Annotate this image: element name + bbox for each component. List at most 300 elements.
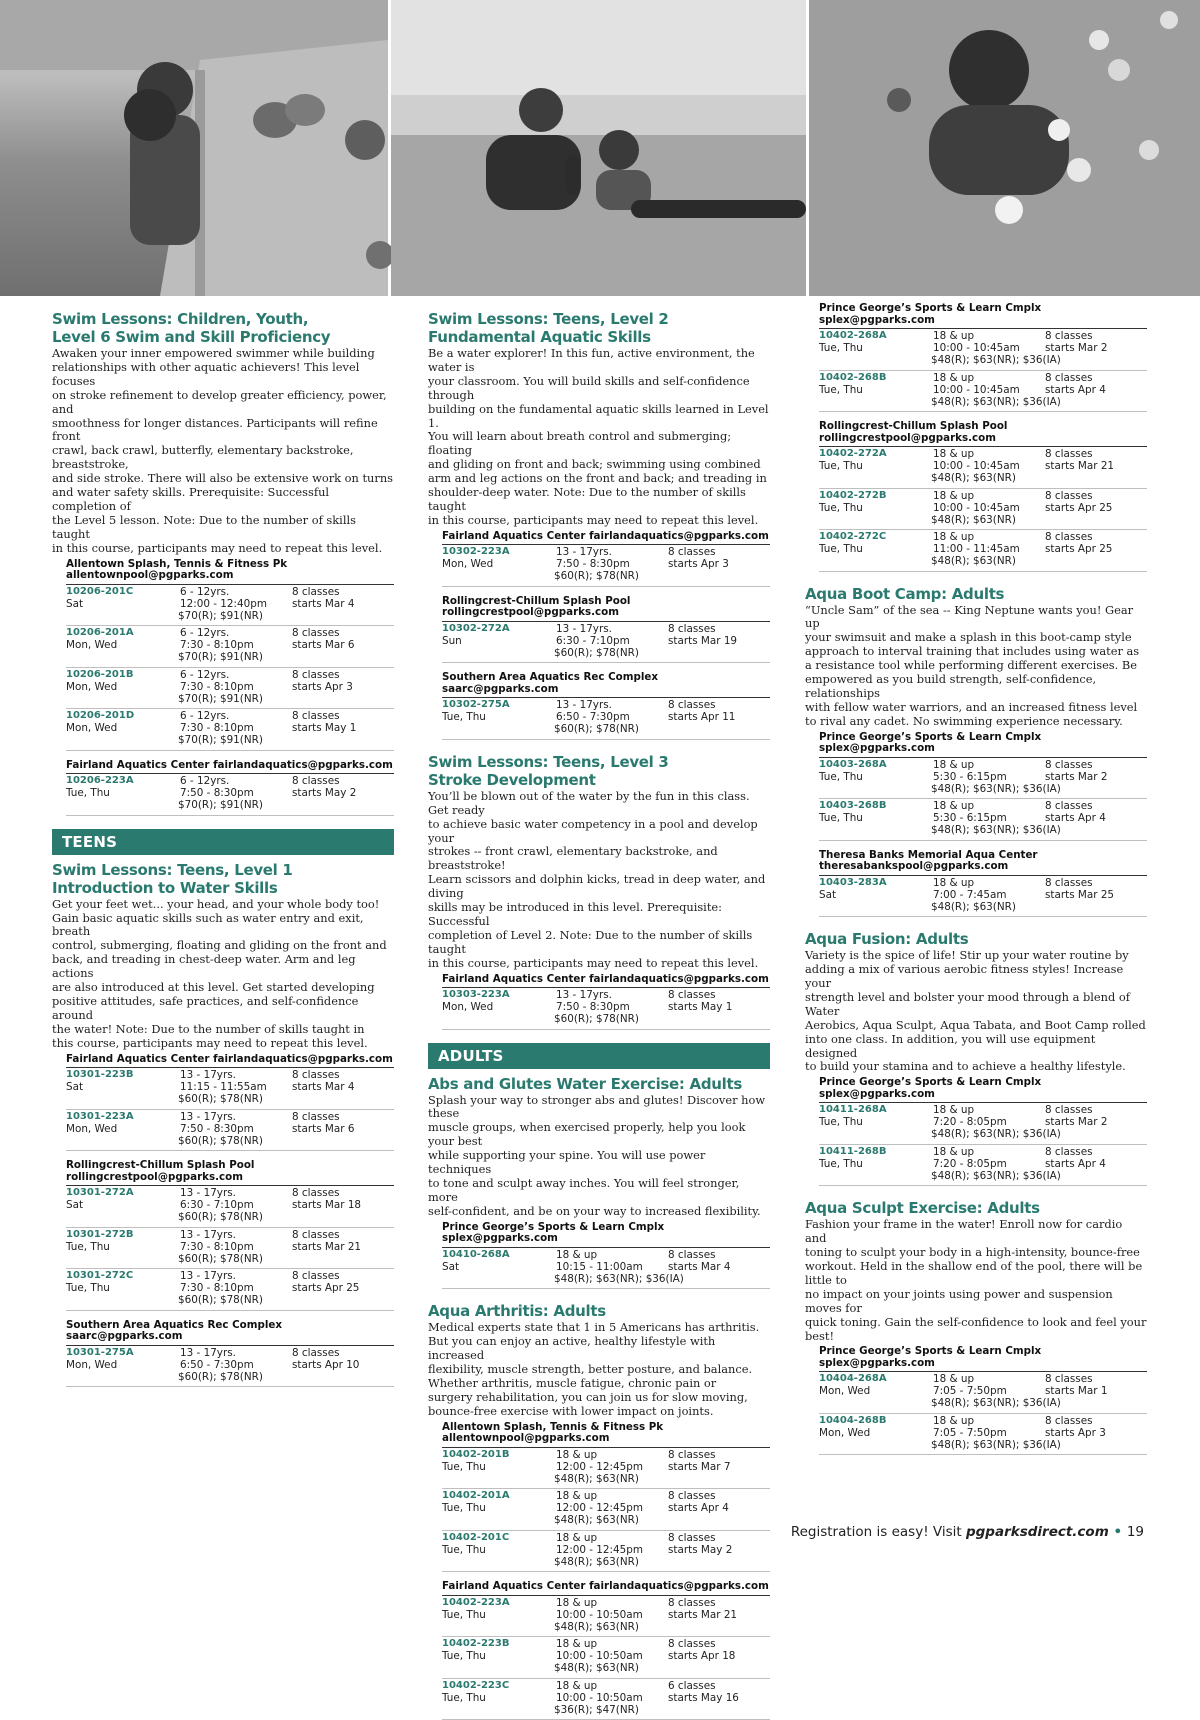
description-line: bounce-free exercise with lower impact on joints.	[428, 1403, 714, 1418]
course-description	[428, 347, 770, 528]
session-days: Mon, Wed	[66, 722, 118, 735]
footer-separator: •	[1108, 1524, 1127, 1540]
session-age: 13 - 17yrs.	[556, 699, 612, 712]
session-time: 10:00 - 10:45am	[933, 460, 1020, 472]
spacer	[428, 1572, 770, 1578]
session-start: starts Mar 4	[292, 1081, 355, 1094]
session-code[interactable]: 10206-201A	[66, 627, 134, 639]
session-fee: $48(R); $63(NR); $36(IA)	[931, 1169, 1061, 1182]
location-header	[442, 1581, 770, 1596]
session-code[interactable]: 10402-268B	[819, 371, 887, 383]
session-row	[819, 1103, 1147, 1145]
session-code[interactable]: 10411-268A	[819, 1104, 887, 1116]
description-line: back, and treading in chest-deep water. Arm and leg actions	[52, 952, 356, 981]
session-fee: $48(R); $63(NR)	[931, 900, 1016, 913]
session-code[interactable]: 10302-272A	[442, 622, 510, 634]
description-line: and side stroke. There will also be extensive work on turns	[52, 471, 394, 486]
session-age: 18 & up	[556, 1596, 598, 1609]
description-line: smoothness for longer distances. Participants will refine front	[52, 415, 378, 444]
description-line: to tone and sculpt away inches. You will feel stronger, more	[428, 1176, 740, 1204]
description-line: shoulder-deep water. Note: Due to the number of skills taught	[428, 485, 746, 513]
photo-strip	[0, 0, 1200, 296]
description-line: Whether arthritis, muscle fatigue, chronic pain or	[428, 1375, 717, 1390]
session-code[interactable]: 10403-268A	[819, 758, 887, 770]
session-classes: 8 classes	[1045, 1414, 1093, 1427]
session-start: starts Apr 4	[668, 1502, 729, 1515]
session-days: Mon, Wed	[66, 1122, 118, 1135]
session-start: starts Apr 11	[668, 711, 736, 724]
location-line: saarc@pgparks.com	[442, 682, 559, 695]
session-row	[819, 530, 1147, 572]
location-line: Fairland Aquatics Center fairlandaquatics@pgparks.com	[442, 972, 769, 985]
session-age: 18 & up	[933, 489, 975, 502]
session-time: 6:30 - 7:10pm	[556, 634, 630, 647]
session-age: 6 - 12yrs.	[180, 585, 230, 598]
location-line: Rollingcrest-Chillum Splash Pool	[442, 594, 631, 607]
session-code[interactable]: 10402-272C	[819, 531, 887, 542]
page-footer	[791, 1524, 1144, 1540]
session-classes: 8 classes	[668, 1531, 716, 1544]
course-description	[52, 898, 394, 1051]
spacer	[805, 412, 1147, 418]
session-start: starts Apr 3	[1045, 1426, 1106, 1439]
session-classes: 8 classes	[668, 989, 716, 1002]
description-line: skills may be introduced in this level. Prerequisite: Successful	[428, 900, 722, 928]
session-days: Sat	[66, 1199, 84, 1212]
session-code[interactable]: 10402-223B	[442, 1638, 510, 1650]
course-title-line: Swim Lessons: Teens, Level 1	[52, 860, 293, 879]
session-age: 13 - 17yrs.	[556, 622, 612, 635]
course-title	[52, 310, 394, 346]
session-classes: 8 classes	[292, 585, 340, 598]
location-header	[819, 1346, 1147, 1372]
session-code[interactable]: 10411-268B	[819, 1145, 887, 1157]
description-line: approach to interval training that includes using water as	[805, 644, 1140, 659]
course-title-line: Level 6 Swim and Skill Proficiency	[52, 328, 331, 346]
location-line: splex@pgparks.com	[819, 1356, 935, 1369]
session-start: starts Mar 21	[668, 1608, 738, 1621]
session-age: 18 & up	[933, 330, 975, 342]
session-fee: $70(R); $91(NR)	[178, 692, 263, 705]
session-days: Tue, Thu	[819, 1157, 863, 1170]
spacer	[428, 740, 770, 753]
session-time: 7:05 - 7:50pm	[933, 1426, 1007, 1439]
description-line: in this course, participants may need to repeat this level.	[428, 512, 759, 527]
session-fee: $60(R); $78(NR)	[178, 1294, 263, 1307]
session-time: 11:15 - 11:55am	[180, 1081, 267, 1094]
description-line: building on the fundamental aquatic skills learned in Level 1.	[428, 401, 769, 430]
session-code[interactable]: 10402-201A	[442, 1490, 510, 1502]
session-time: 7:20 - 8:05pm	[933, 1157, 1007, 1170]
session-start: starts Mar 25	[1045, 888, 1115, 901]
session-time: 7:05 - 7:50pm	[933, 1385, 1007, 1398]
description-line: self-confident, and be on your way to increased flexibility.	[428, 1203, 761, 1218]
description-line: adding a mix of various aerobic fitness styles! Increase your	[805, 962, 1124, 990]
session-code[interactable]: 10303-223A	[442, 989, 510, 1001]
session-time: 10:00 - 10:45am	[933, 501, 1020, 514]
session-days: Tue, Thu	[819, 501, 863, 514]
session-age: 13 - 17yrs.	[556, 546, 612, 559]
session-fee: $60(R); $78(NR)	[554, 570, 639, 583]
session-classes: 8 classes	[292, 1187, 340, 1200]
session-row	[66, 709, 394, 751]
session-fee: $48(R); $63(NR); $36(IA)	[554, 1272, 684, 1285]
session-row	[442, 988, 770, 1030]
session-classes: 8 classes	[1045, 876, 1093, 889]
course-title	[428, 310, 770, 346]
session-code[interactable]: 10402-272A	[819, 448, 887, 459]
session-fee: $70(R); $91(NR)	[178, 799, 263, 812]
session-row	[819, 1414, 1147, 1456]
session-days: Tue, Thu	[819, 812, 863, 825]
session-days: Mon, Wed	[66, 1358, 118, 1371]
session-code[interactable]: 10302-223A	[442, 546, 510, 558]
session-row	[442, 622, 770, 664]
session-start: starts Apr 25	[292, 1282, 360, 1295]
session-fee: $48(R); $63(NR); $36(IA)	[931, 782, 1061, 795]
description-line: to rival any cadet. No swimming experience necessary.	[805, 713, 1123, 728]
session-days: Tue, Thu	[819, 383, 863, 396]
description-line: your swimsuit and make a splash in this boot-camp style	[805, 630, 1132, 645]
session-age: 18 & up	[556, 1531, 598, 1544]
session-days: Tue, Thu	[442, 1691, 486, 1704]
session-row	[66, 1228, 394, 1270]
session-age: 18 & up	[933, 1414, 975, 1427]
description-line: to achieve basic water competency in a pool and develop your	[428, 816, 758, 845]
session-code[interactable]: 10301-223B	[66, 1069, 134, 1081]
session-days: Tue, Thu	[66, 1240, 110, 1253]
session-days: Sat	[66, 1081, 84, 1094]
description-line: flexibility, muscle strength, better posture, and balance.	[428, 1361, 753, 1376]
description-line: You will learn about breath control and submerging; floating	[428, 429, 732, 458]
session-classes: 8 classes	[292, 627, 340, 640]
column-3	[805, 300, 1147, 1455]
session-time: 10:00 - 10:50am	[556, 1608, 643, 1621]
session-row	[819, 799, 1147, 841]
session-row	[442, 698, 770, 740]
session-days: Tue, Thu	[66, 787, 110, 800]
session-start: starts Apr 3	[668, 558, 729, 571]
session-classes: 8 classes	[1045, 1104, 1093, 1117]
session-classes: 8 classes	[1045, 1145, 1093, 1158]
description-line: But you can enjoy an active, healthy lifestyle with increased	[428, 1334, 716, 1363]
location-line: Fairland Aquatics Center fairlandaquatics@pgparks.com	[66, 1052, 393, 1065]
session-days: Tue, Thu	[819, 460, 863, 472]
session-code[interactable]: 10402-268A	[819, 330, 887, 341]
session-code[interactable]: 10402-272B	[819, 489, 887, 501]
course-title-line: Abs and Glutes Water Exercise: Adults	[428, 1074, 742, 1093]
description-line: Fashion your frame in the water! Enroll now for cardio and	[805, 1217, 1123, 1246]
session-code[interactable]: 10402-201B	[442, 1448, 510, 1460]
description-line: Learn scissors and dolphin kicks, tread in deep water, and diving	[428, 872, 766, 901]
location-header	[819, 303, 1147, 329]
session-code[interactable]: 10402-223C	[442, 1679, 510, 1691]
session-code[interactable]: 10301-272B	[66, 1228, 134, 1240]
course-title	[52, 861, 394, 897]
location-header	[442, 596, 770, 622]
session-age: 6 - 12yrs.	[180, 710, 230, 723]
session-fee: $48(R); $63(NR)	[931, 513, 1016, 526]
session-days: Mon, Wed	[442, 558, 494, 571]
description-line: on stroke refinement to develop greater efficiency, power, and	[52, 387, 387, 416]
course-description	[805, 949, 1147, 1074]
course-description	[805, 604, 1147, 729]
column-1	[52, 310, 394, 1387]
session-row	[66, 1186, 394, 1228]
session-row	[442, 1248, 770, 1290]
session-age: 13 - 17yrs.	[180, 1110, 236, 1123]
session-fee: $60(R); $78(NR)	[554, 646, 639, 659]
session-age: 13 - 17yrs.	[556, 989, 612, 1002]
session-row	[66, 774, 394, 816]
session-start: starts Apr 4	[1045, 812, 1106, 825]
location-line: Prince George’s Sports & Learn Cmplx	[819, 302, 1042, 314]
session-fee: $48(R); $63(NR)	[931, 555, 1016, 567]
location-header	[442, 974, 770, 989]
location-line: Rollingcrest-Chillum Splash Pool	[66, 1159, 255, 1172]
description-line: strokes -- front crawl, elementary backstroke, and breaststroke!	[428, 844, 718, 873]
session-start: starts Apr 4	[1045, 383, 1106, 396]
session-age: 18 & up	[933, 758, 975, 771]
location-line: Fairland Aquatics Center fairlandaquatics@pgparks.com	[66, 758, 393, 771]
session-time: 10:00 - 10:45am	[933, 342, 1020, 354]
photo-children-pool-edge	[0, 0, 388, 296]
location-line: Prince George’s Sports & Learn Cmplx	[819, 730, 1042, 743]
location-header	[66, 1160, 394, 1186]
session-time: 7:50 - 8:30pm	[180, 787, 254, 800]
spacer	[805, 1186, 1147, 1199]
session-fee: $48(R); $63(NR)	[554, 1472, 639, 1485]
spacer	[52, 1151, 394, 1157]
session-classes: 8 classes	[1045, 758, 1093, 771]
spacer	[428, 663, 770, 669]
description-line: muscle groups, when exercised properly, help you look your best	[428, 1120, 746, 1149]
section-banner: TEENS	[52, 829, 394, 855]
session-start: starts May 1	[292, 722, 357, 735]
description-line: strength level and bolster your mood through a blend of Water	[805, 989, 1130, 1018]
course-description	[805, 1218, 1147, 1343]
course-title-line: Swim Lessons: Children, Youth,	[52, 310, 309, 328]
spacer	[52, 1311, 394, 1317]
description-line: and gliding on front and back; swimming using combined	[428, 457, 761, 472]
session-time: 12:00 - 12:45pm	[556, 1543, 643, 1556]
session-age: 18 & up	[556, 1679, 598, 1692]
session-days: Sat	[442, 1260, 460, 1273]
session-fee: $48(R); $63(NR); $36(IA)	[931, 1397, 1061, 1410]
description-line: the Level 5 lesson. Note: Due to the number of skills taught	[52, 512, 356, 541]
session-code[interactable]: 10404-268A	[819, 1373, 887, 1385]
session-row	[819, 371, 1147, 413]
session-days: Mon, Wed	[819, 1426, 871, 1439]
session-code[interactable]: 10206-223A	[66, 775, 134, 787]
session-code[interactable]: 10301-272C	[66, 1270, 134, 1282]
session-time: 6:50 - 7:30pm	[556, 711, 630, 724]
section-banner: ADULTS	[428, 1043, 770, 1069]
session-row	[442, 1531, 770, 1573]
session-classes: 8 classes	[1045, 800, 1093, 813]
description-line: to build your stamina and to achieve a healthy lifestyle.	[805, 1059, 1126, 1074]
description-line: control, submerging, floating and gliding on the front and	[52, 938, 387, 953]
session-days: Sat	[66, 597, 84, 610]
session-days: Tue, Thu	[819, 342, 863, 354]
location-header	[442, 1422, 770, 1448]
session-row	[442, 1679, 770, 1720]
session-age: 18 & up	[933, 1104, 975, 1117]
location-line: Rollingcrest-Chillum Splash Pool	[819, 420, 1008, 432]
description-line: into one class. In addition, you will use equipment designed	[805, 1031, 1096, 1060]
session-code[interactable]: 10302-275A	[442, 699, 510, 711]
session-fee: $70(R); $91(NR)	[178, 651, 263, 664]
session-start: starts May 1	[668, 1001, 733, 1014]
session-days: Tue, Thu	[819, 770, 863, 783]
session-age: 13 - 17yrs.	[180, 1228, 236, 1241]
location-header	[819, 732, 1147, 758]
location-line: Southern Area Aquatics Rec Complex	[442, 671, 658, 684]
session-row	[819, 489, 1147, 531]
course-title-line: Fundamental Aquatic Skills	[428, 328, 651, 346]
session-row	[66, 585, 394, 627]
session-fee: $48(R); $63(NR); $36(IA)	[931, 1438, 1061, 1451]
session-fee: $60(R); $78(NR)	[554, 723, 639, 736]
session-days: Mon, Wed	[66, 680, 118, 693]
session-time: 5:30 - 6:15pm	[933, 770, 1007, 783]
description-line: Awaken your inner empowered swimmer while building	[52, 346, 375, 360]
session-fee: $48(R); $63(NR); $36(IA)	[931, 354, 1061, 366]
location-line: splex@pgparks.com	[442, 1232, 558, 1245]
session-start: starts Mar 1	[1045, 1385, 1108, 1398]
description-line: quick toning. Gain the self-confidence to look and feel your best!	[805, 1314, 1147, 1343]
session-start: starts Apr 3	[292, 680, 353, 693]
session-age: 18 & up	[556, 1490, 598, 1503]
course-title-line: Swim Lessons: Teens, Level 3	[428, 752, 669, 771]
page-number: 19	[1126, 1524, 1144, 1540]
session-age: 13 - 17yrs.	[180, 1069, 236, 1082]
session-days: Mon, Wed	[819, 1385, 871, 1398]
session-code[interactable]: 10402-223A	[442, 1596, 510, 1608]
location-header	[442, 672, 770, 698]
description-line: Medical experts state that 1 in 5 Americans has arthritis.	[428, 1320, 760, 1335]
location-header	[66, 1320, 394, 1346]
course-title-line: Aqua Boot Camp: Adults	[805, 584, 1005, 603]
session-days: Tue, Thu	[66, 1282, 110, 1295]
session-time: 7:50 - 8:30pm	[556, 1001, 630, 1014]
session-age: 18 & up	[556, 1248, 598, 1261]
session-classes: 8 classes	[292, 1346, 340, 1359]
description-line: You’ll be blown out of the water by the fun in this class. Get ready	[428, 788, 750, 817]
session-start: starts Mar 21	[1045, 460, 1115, 472]
session-start: starts Mar 18	[292, 1199, 362, 1212]
session-code[interactable]: 10403-268B	[819, 800, 887, 812]
course-title	[805, 1199, 1147, 1217]
description-line: empowered as you build strength, self-confidence, relationships	[805, 672, 1097, 700]
spacer	[428, 1030, 770, 1043]
session-days: Tue, Thu	[442, 1502, 486, 1515]
description-line: no impact on your joints using power and suspension moves for	[805, 1286, 1113, 1315]
session-start: starts Mar 19	[668, 634, 738, 647]
description-line: while supporting your spine. You will use power techniques	[428, 1148, 706, 1177]
session-row	[442, 1596, 770, 1638]
course-description	[52, 347, 394, 556]
session-fee: $60(R); $78(NR)	[554, 1013, 639, 1026]
course-title-line: Stroke Development	[428, 770, 596, 789]
session-fee: $48(R); $63(NR)	[554, 1662, 639, 1675]
course-title	[428, 1302, 770, 1320]
session-days: Sun	[442, 634, 462, 647]
session-classes: 8 classes	[668, 546, 716, 559]
session-classes: 8 classes	[668, 1596, 716, 1609]
session-code[interactable]: 10404-268B	[819, 1414, 887, 1426]
session-age: 18 & up	[556, 1638, 598, 1651]
session-code[interactable]: 10206-201B	[66, 668, 134, 680]
session-time: 10:15 - 11:00am	[556, 1260, 643, 1273]
session-row	[66, 1110, 394, 1152]
session-fee: $48(R); $63(NR)	[931, 472, 1016, 484]
session-code[interactable]: 10301-275A	[66, 1346, 134, 1358]
session-classes: 8 classes	[292, 710, 340, 723]
session-start: starts Mar 2	[1045, 1116, 1108, 1129]
description-line: are also introduced at this level. Get started developing	[52, 980, 375, 995]
session-age: 13 - 17yrs.	[180, 1346, 236, 1359]
course-title-line: Introduction to Water Skills	[52, 878, 278, 897]
session-days: Tue, Thu	[442, 1608, 486, 1621]
session-code[interactable]: 10403-283A	[819, 876, 887, 888]
description-line: with fellow water warriors, and an increased fitness level	[805, 699, 1138, 714]
session-days: Tue, Thu	[442, 711, 486, 724]
session-classes: 8 classes	[292, 1110, 340, 1123]
session-age: 6 - 12yrs.	[180, 775, 230, 788]
session-row	[442, 545, 770, 587]
location-line: Fairland Aquatics Center fairlandaquatics@pgparks.com	[442, 1580, 769, 1593]
session-time: 6:30 - 7:10pm	[180, 1199, 254, 1212]
session-code[interactable]: 10402-201C	[442, 1531, 510, 1543]
session-fee: $60(R); $78(NR)	[178, 1252, 263, 1265]
session-code[interactable]: 10206-201C	[66, 585, 134, 597]
session-row	[819, 329, 1147, 371]
session-code[interactable]: 10206-201D	[66, 710, 135, 722]
photo-instructor-child	[391, 0, 806, 296]
session-start: starts Mar 7	[668, 1460, 731, 1473]
photo-boy-with-balls	[809, 0, 1200, 296]
location-header	[442, 1222, 770, 1248]
session-classes: 8 classes	[292, 668, 340, 681]
description-line: a resistance tool while performing different exercises. Be	[805, 658, 1138, 673]
location-line: Prince George’s Sports & Learn Cmplx	[819, 1076, 1042, 1089]
session-row	[442, 1489, 770, 1531]
course-title	[805, 585, 1147, 603]
session-code[interactable]: 10301-272A	[66, 1187, 134, 1199]
session-code[interactable]: 10301-223A	[66, 1110, 134, 1122]
session-code[interactable]: 10410-268A	[442, 1248, 510, 1260]
spacer	[428, 1289, 770, 1302]
session-row	[819, 758, 1147, 800]
footer-url[interactable]: pgparksdirect.com	[965, 1524, 1109, 1540]
session-start: starts May 2	[668, 1543, 733, 1556]
session-age: 18 & up	[933, 371, 975, 384]
course-description	[428, 1094, 770, 1219]
location-line: splex@pgparks.com	[819, 1087, 935, 1100]
description-line: completion of Level 2. Note: Due to the number of skills taught	[428, 927, 753, 956]
description-line: and water safety skills. Prerequisite: Successful completion of	[52, 485, 330, 513]
description-line: relationships with other aquatic achievers! This level focuses	[52, 359, 360, 388]
location-line: rollingcrestpool@pgparks.com	[66, 1170, 243, 1183]
session-row	[442, 1448, 770, 1490]
location-header	[66, 1054, 394, 1069]
session-classes: 8 classes	[292, 1270, 340, 1283]
session-start: starts Apr 25	[1045, 501, 1113, 514]
description-line: in this course, participants may need to repeat this level.	[428, 955, 759, 970]
session-fee: $48(R); $63(NR); $36(IA)	[931, 1128, 1061, 1141]
session-age: 18 & up	[933, 1373, 975, 1386]
